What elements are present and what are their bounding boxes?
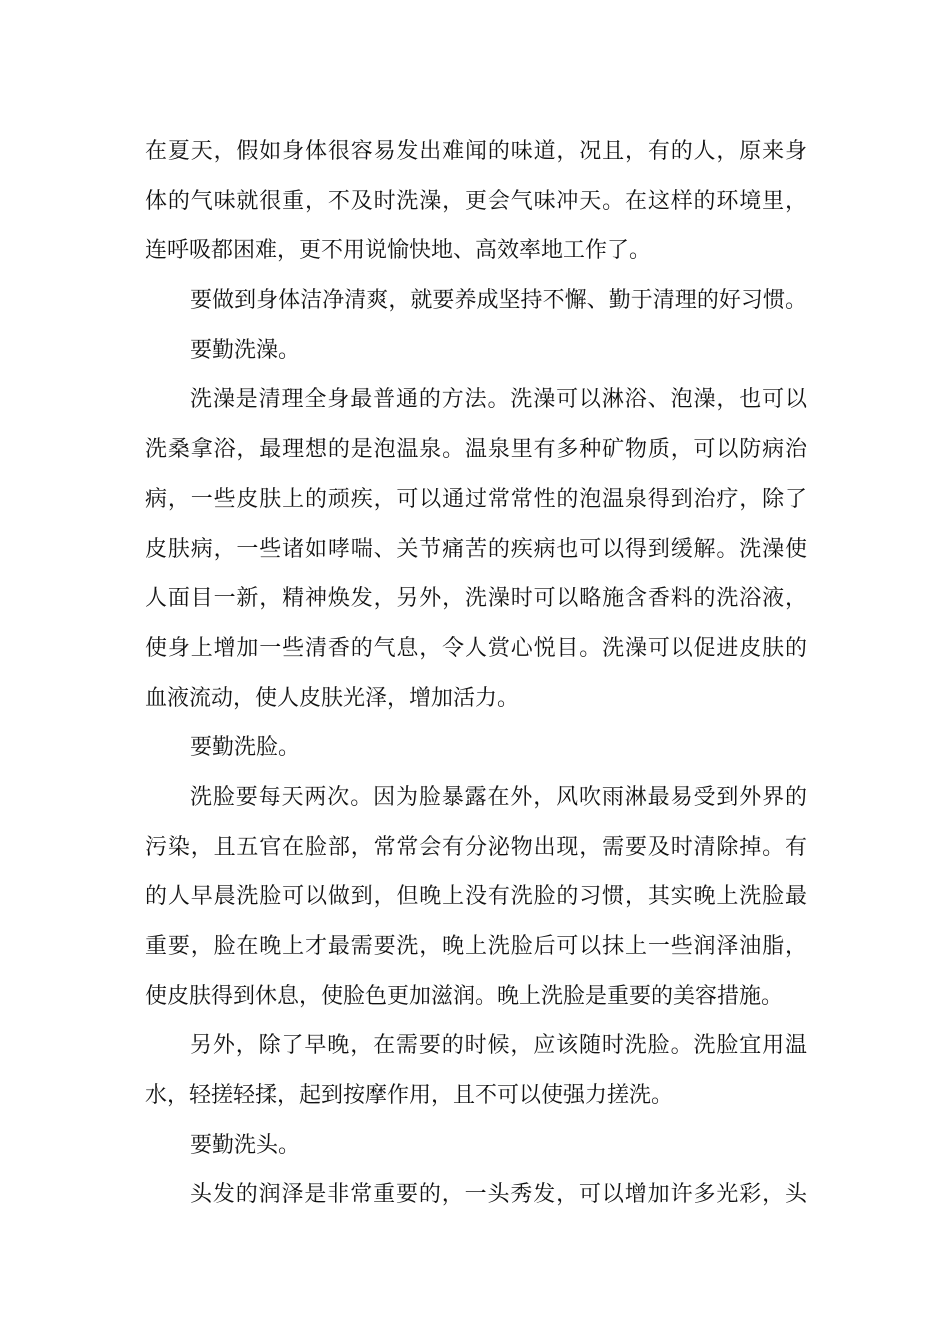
text-line: 要做到身体洁净清爽，就要养成坚持不懈、勤于清理的好习惯。: [190, 288, 807, 314]
text-line: 连呼吸都困难，更不用说愉快地、高效率地工作了。: [145, 238, 652, 264]
text-line: 使身上增加一些清香的气息，令人赏心悦目。洗澡可以促进皮肤的: [145, 635, 807, 661]
text-line: 皮肤病，一些诸如哮喘、关节痛苦的疾病也可以得到缓解。洗澡使: [145, 536, 807, 562]
document-page: [145, 127, 807, 1220]
text-line: 病，一些皮肤上的顽疾，可以通过常常性的泡温泉得到治疗，除了: [145, 486, 807, 512]
text-line: 重要，脸在晚上才最需要洗，晚上洗脸后可以抹上一些润泽油脂，: [145, 934, 807, 959]
text-line: 水，轻搓轻揉，起到按摩作用，且不可以使强力搓洗。: [145, 1083, 674, 1109]
text-line: 要勤洗澡。: [190, 337, 301, 363]
text-line: 人面目一新，精神焕发，另外，洗澡时可以略施含香料的洗浴液，: [145, 586, 807, 612]
text-line: 头发的润泽是非常重要的，一头秀发，可以增加许多光彩，头: [190, 1182, 807, 1208]
text-line: 要勤洗脸。: [190, 735, 301, 761]
text-line: 要勤洗头。: [190, 1132, 301, 1158]
text-line: 洗澡是清理全身最普通的方法。洗澡可以淋浴、泡澡，也可以: [190, 387, 807, 413]
text-line: 使皮肤得到休息，使脸色更加滋润。晚上洗脸是重要的美容措施。: [145, 983, 784, 1009]
text-line: 洗脸要每天两次。因为脸暴露在外，风吹雨淋最易受到外界的: [190, 784, 807, 810]
text-line: 污染，且五官在脸部，常常会有分泌物出现，需要及时清除掉。有: [145, 834, 807, 860]
text-line: 的人早晨洗脸可以做到，但晚上没有洗脸的习惯，其实晚上洗脸最: [145, 884, 807, 910]
text-line: 另外，除了早晚，在需要的时候，应该随时洗脸。洗脸宜用温: [190, 1033, 807, 1059]
text-line: 在夏天，假如身体很容易发出难闻的味道，况且，有的人，原来身: [145, 139, 807, 164]
text-line: 洗桑拿浴，最理想的是泡温泉。温泉里有多种矿物质，可以防病治: [145, 437, 807, 463]
text-line: 血液流动，使人皮肤光泽，增加活力。: [145, 685, 520, 711]
text-line: 体的气味就很重，不及时洗澡，更会气味冲天。在这样的环境里，: [145, 188, 807, 214]
